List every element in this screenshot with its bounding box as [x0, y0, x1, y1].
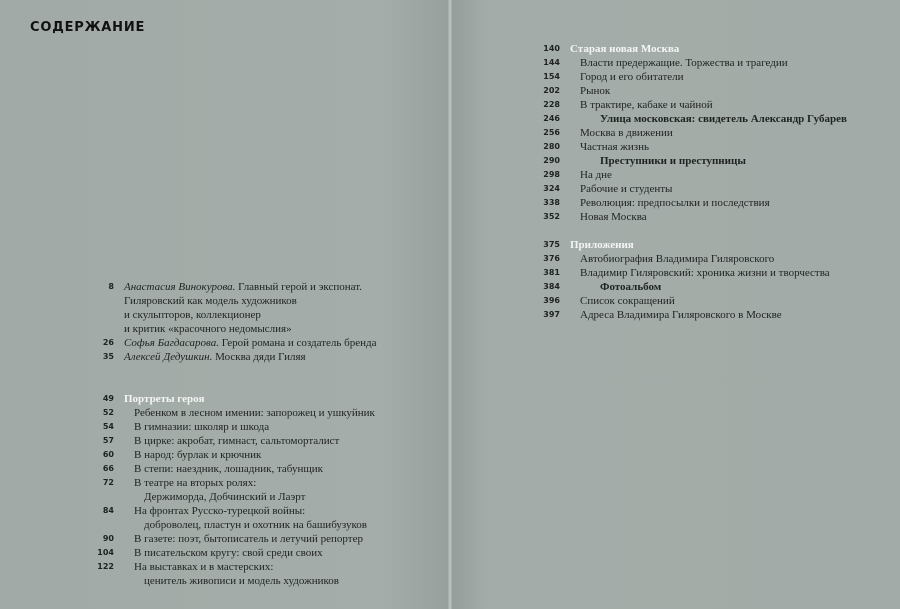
toc-entry[interactable]	[543, 140, 847, 154]
entry-title: Улица московская: свидетель Александр Губарев	[600, 113, 847, 125]
page-number: 66	[102, 464, 114, 473]
entry-title: В писательском кругу: свой среди своих	[134, 547, 323, 559]
page-number: 84	[102, 506, 114, 515]
page-number: 375	[543, 240, 560, 249]
toc-entry[interactable]	[102, 462, 377, 476]
entry-title: В трактире, кабаке и чайной	[580, 99, 713, 111]
entry-title: Список сокращений	[580, 295, 675, 307]
toc-entry[interactable]	[108, 280, 377, 336]
entry-author: Анастасия Винокурова.	[124, 281, 236, 293]
entry-title: Власти предержащие. Торжества и трагедии	[580, 57, 788, 69]
toc-entry[interactable]	[543, 294, 847, 308]
toc-entry[interactable]	[543, 210, 847, 224]
page-number: 122	[97, 562, 114, 571]
page-number: 384	[543, 282, 560, 291]
entry-title: Город и его обитатели	[580, 71, 684, 83]
toc-entry[interactable]	[97, 546, 377, 560]
page-number: 54	[102, 422, 114, 431]
page-number: 202	[543, 86, 560, 95]
entry-title: Герой романа и создатель бренда	[218, 337, 377, 349]
entry-title: Владимир Гиляровский: хроника жизни и творчества	[580, 267, 830, 279]
toc-entry[interactable]	[102, 420, 377, 434]
toc-section[interactable]	[102, 392, 377, 406]
entry-title: Адреса Владимира Гиляровского в Москве	[580, 309, 782, 321]
page-number: 290	[543, 156, 560, 165]
entry-title: Ребенком в лесном имении: запорожец и ушкуйник	[134, 407, 375, 419]
page-number: 352	[543, 212, 560, 221]
toc-entry[interactable]	[543, 252, 847, 266]
entry-title: В степи: наездник, лошадник, табунщик	[134, 463, 324, 475]
page-number: 228	[543, 100, 560, 109]
entry-title: В газете: поэт, бытописатель и летучий репортер	[134, 533, 363, 545]
entry-title: Автобиография Владимира Гиляровского	[580, 253, 775, 265]
entry-title: Москва в движении	[580, 127, 673, 139]
entry-author: Софья Багдасарова.	[124, 337, 219, 349]
page-number: 57	[102, 436, 114, 445]
page-number: 72	[102, 478, 114, 487]
page-number: 376	[543, 254, 560, 263]
page-number: 52	[102, 408, 114, 417]
page-number: 381	[543, 268, 560, 277]
page-number: 140	[543, 44, 560, 53]
entry-author: Алексей Дедушкин.	[124, 351, 213, 363]
page-number: 154	[543, 72, 560, 81]
right-toc	[543, 42, 847, 322]
page-number: 60	[102, 450, 114, 459]
page-number: 338	[543, 198, 560, 207]
section-title: Приложения	[570, 239, 634, 251]
toc-entry[interactable]	[102, 504, 377, 532]
page-number: 246	[543, 114, 560, 123]
entry-continuation: и критик «красочного недомыслия»	[124, 323, 292, 335]
entry-title: Преступники и преступницы	[600, 155, 746, 167]
entry-title: На дне	[580, 169, 612, 181]
entry-title: Рабочие и студенты	[580, 183, 673, 195]
toc-entry[interactable]	[102, 434, 377, 448]
toc-entry[interactable]	[543, 308, 847, 322]
page-number: 49	[102, 394, 114, 403]
toc-section[interactable]	[543, 238, 847, 252]
section-title: Портреты героя	[124, 393, 205, 405]
toc-entry[interactable]	[543, 154, 847, 168]
toc-entry[interactable]	[543, 168, 847, 182]
toc-section[interactable]	[543, 42, 847, 56]
toc-entry[interactable]	[543, 266, 847, 280]
page-number: 90	[102, 534, 114, 543]
entry-title: Главный герой и экспонат.	[235, 281, 362, 293]
toc-entry[interactable]	[543, 56, 847, 70]
toc-entry[interactable]	[543, 196, 847, 210]
toc-entry[interactable]	[102, 336, 377, 350]
toc-entry[interactable]	[543, 84, 847, 98]
toc-entry[interactable]	[543, 70, 847, 84]
entry-title: В гимназии: школяр и шкода	[134, 421, 270, 433]
page-number: 324	[543, 184, 560, 193]
toc-entry[interactable]	[543, 126, 847, 140]
page-number: 144	[543, 58, 560, 67]
toc-entry[interactable]	[543, 98, 847, 112]
entry-title: Революция: предпосылки и последствия	[580, 197, 770, 209]
toc-entry[interactable]	[543, 182, 847, 196]
page-number: 104	[97, 548, 114, 557]
entry-title: Фотоальбом	[600, 281, 662, 293]
page-title: СОДЕРЖАНИЕ	[30, 20, 146, 35]
page-number: 35	[102, 352, 114, 361]
entry-title: В цирке: акробат, гимнаст, сальтоморталист	[134, 435, 340, 447]
entry-continuation: Держиморда, Добчинский и Лаэрт	[144, 491, 306, 503]
page-number: 280	[543, 142, 560, 151]
toc-entry[interactable]	[102, 448, 377, 462]
page-number: 256	[543, 128, 560, 137]
entry-continuation: доброволец, пластун и охотник на башибузуков	[144, 519, 367, 531]
entry-continuation: и скульпторов, коллекционер	[124, 309, 261, 321]
toc-entry[interactable]	[102, 532, 377, 546]
entry-title: Москва дяди Гиляя	[212, 351, 306, 363]
toc-entry[interactable]	[102, 350, 377, 364]
entry-title: Частная жизнь	[580, 141, 650, 153]
left-toc	[97, 280, 377, 588]
book-gutter	[447, 0, 453, 609]
entry-continuation: Гиляровский как модель художников	[124, 295, 297, 307]
page-number: 26	[102, 338, 114, 347]
toc-entry[interactable]	[543, 112, 847, 126]
page-number: 8	[108, 282, 114, 291]
toc-entry[interactable]	[97, 560, 377, 588]
entry-title: В народ: бурлак и крючник	[134, 449, 262, 461]
entry-title: Рынок	[580, 85, 611, 97]
entry-title: Новая Москва	[580, 211, 647, 223]
section-title: Старая новая Москва	[570, 43, 680, 55]
entry-title: В театре на вторых ролях:	[134, 477, 257, 489]
page-number: 396	[543, 296, 560, 305]
toc-entry[interactable]	[543, 280, 847, 294]
entry-title: На фронтах Русско-турецкой войны:	[134, 505, 306, 517]
entry-title: На выставках и в мастерских:	[134, 561, 274, 573]
toc-entry[interactable]	[102, 406, 377, 420]
entry-continuation: ценитель живописи и модель художников	[144, 575, 339, 587]
toc-entry[interactable]	[102, 476, 377, 504]
page-number: 298	[543, 170, 560, 179]
page-number: 397	[543, 310, 560, 319]
